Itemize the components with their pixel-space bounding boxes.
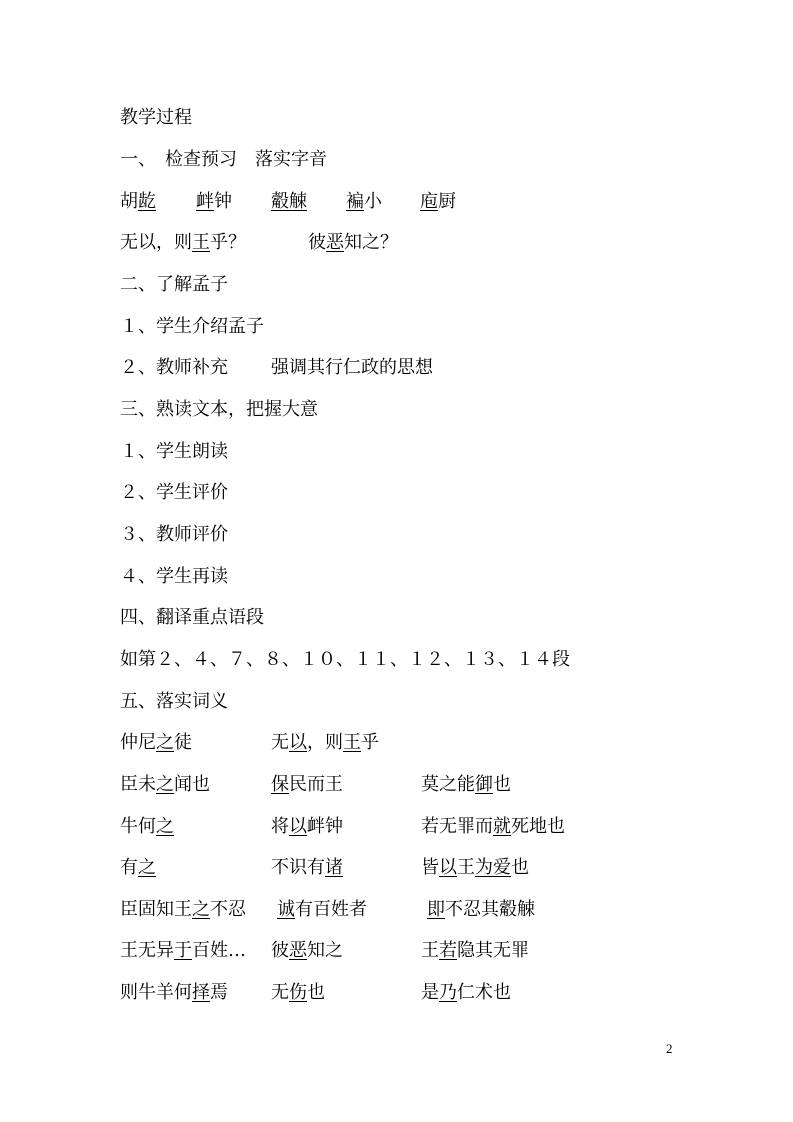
section2-note: 强调其行仁政的思想 [271, 357, 433, 378]
section2-item: １、学生介绍孟子 [120, 316, 264, 337]
section2-heading: 二、了解孟子 [120, 274, 228, 295]
vocab-phrase: 莫之能御也 [421, 774, 511, 795]
section3-item: ３、教师评价 [120, 524, 228, 545]
vocab-phrase: 无以，则王乎 [271, 732, 379, 753]
pron-word: 胡龁 [120, 191, 156, 212]
vocab-phrase: 将以衅钟 [271, 816, 343, 837]
vocab-phrase: 不识有诸 [271, 857, 343, 878]
vocab-phrase: 保民而王 [271, 774, 343, 795]
pron-sentence: 无以，则王乎？ [120, 232, 246, 253]
pron-sentence: 彼恶知之？ [308, 232, 398, 253]
section3-item: ２、学生评价 [120, 482, 228, 503]
page-title: 教学过程 [120, 107, 192, 128]
vocab-phrase: 牛何之 [120, 816, 174, 837]
section4-text: 如第２、４、７、８、１０、１１、１２、１３、１４段 [120, 649, 570, 670]
pron-word: 褊小 [346, 191, 382, 212]
vocab-phrase: 诚有百姓者 [277, 899, 367, 920]
pron-word: 衅钟 [196, 191, 232, 212]
pron-word: 庖厨 [420, 191, 456, 212]
vocab-phrase: 王无异于百姓… [120, 940, 246, 961]
section5-heading: 五、落实词义 [120, 691, 228, 712]
page-number: 2 [666, 1041, 673, 1056]
section3-item: ４、学生再读 [120, 566, 228, 587]
vocab-phrase: 王若隐其无罪 [421, 940, 529, 961]
section3-heading: 三、熟读文本，把握大意 [120, 399, 318, 420]
section3-item: １、学生朗读 [120, 441, 228, 462]
vocab-phrase: 臣未之闻也 [120, 774, 210, 795]
vocab-phrase: 是乃仁术也 [421, 982, 511, 1003]
pron-word: 觳觫 [271, 191, 307, 212]
section1-heading: 一、 检查预习 落实字音 [120, 149, 327, 170]
vocab-phrase: 若无罪而就死地也 [421, 816, 565, 837]
vocab-phrase: 仲尼之徒 [120, 732, 192, 753]
vocab-phrase: 即不忍其觳觫 [427, 899, 535, 920]
vocab-phrase: 臣固知王之不忍 [120, 899, 246, 920]
vocab-phrase: 彼恶知之 [271, 940, 343, 961]
section4-heading: 四、翻译重点语段 [120, 607, 264, 628]
vocab-phrase: 有之 [120, 857, 156, 878]
vocab-phrase: 皆以王为爱也 [421, 857, 529, 878]
vocab-phrase: 则牛羊何择焉 [120, 982, 228, 1003]
document-page: 教学过程 一、 检查预习 落实字音 胡龁 衅钟 觳觫 褊小 庖厨 无以，则王乎？ 彼恶知之？ 二、了解孟子 １、学生介绍孟子 ２、教师补充 强调其行仁政的思想 三、熟读文本，把握大意 １、学生朗读 ２、学生评价 ３、教师评价 ４、学生再读 四、翻译重点语段 如第２、４、７、８、１０、１１、１２、１３、１４段 五、落实词义 仲尼之徒 无以，则王乎 臣未之闻也 保民而王 莫之能御也 牛何之 将以衅钟 若无罪而就死地也 有之 不识有诸 皆以王为爱也 臣固知王之不忍 诚有百姓者 即不忍其觳觫 王无异于百姓… 彼恶知之 王若隐其无罪 则牛羊何择焉 无伤也 是乃仁术也 2 [120, 107, 673, 1056]
vocab-phrase: 无伤也 [271, 982, 325, 1003]
